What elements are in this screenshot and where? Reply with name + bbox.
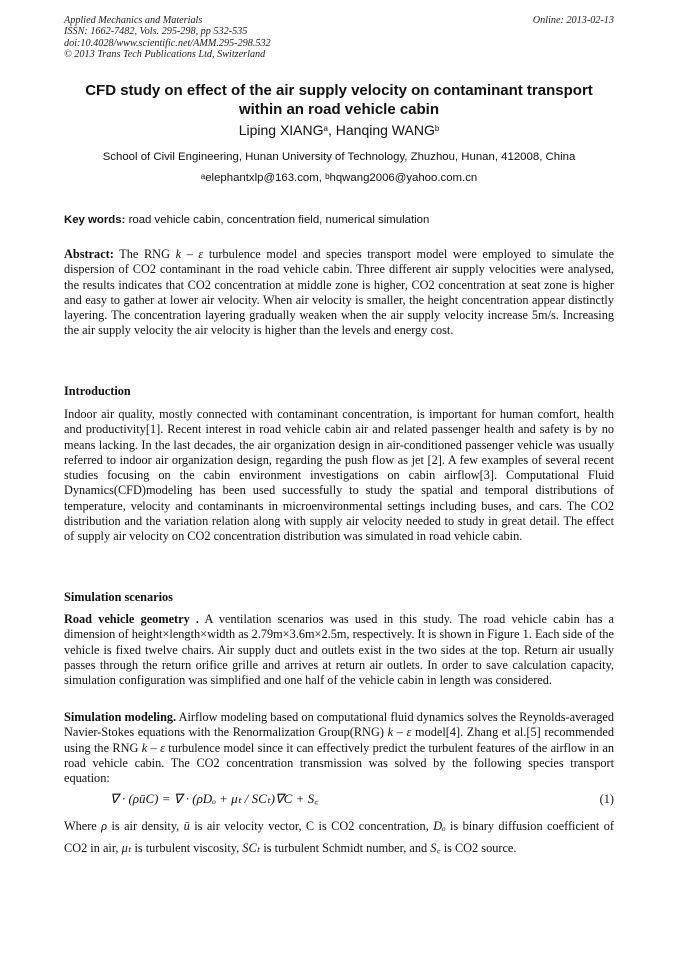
paragraph-text: is CO2 source. — [440, 841, 517, 855]
online-date: Online: 2013-02-13 — [532, 15, 614, 26]
email-link[interactable]: elephantxlp@163.com, — [205, 172, 326, 184]
paragraph-text: is binary diffusion coefficient of CO2 in air, — [64, 819, 614, 855]
symbol-mu: μₜ — [121, 841, 132, 855]
symbol-do: Dₒ — [433, 819, 446, 833]
author-affil-mark: a — [323, 124, 328, 133]
author-emails — [50, 171, 628, 186]
equation-1 — [110, 790, 614, 808]
modeling-paragraph — [64, 710, 614, 786]
author-list — [50, 122, 628, 139]
section-heading-introduction: Introduction — [64, 384, 131, 398]
abstract-text: turbulence model and species transport model were employed to simulate the dispersion of CO2 contaminant in the road vehicle cabin. Three different air supply velocities were analysed, the results indicates that CO2 concentration at middle zone is higher, CO2 concentration at seat zone is higher and easy to gather at lower air velocity. When air velocity is smaller, the height concentration appear distinctly layering. The concentration layering gradually weaken when the air supply velocity increase 5m/s. Increasing the air supply velocity the air velocity is higher than the levels and energy cost. — [64, 247, 614, 338]
geometry-paragraph — [64, 612, 614, 688]
paper-title — [50, 81, 628, 119]
email-mark: a — [200, 172, 206, 181]
paragraph-text: is air density, — [107, 819, 184, 833]
where-paragraph — [64, 815, 614, 859]
symbol-sc: S꜀ — [430, 841, 441, 855]
journal-header — [64, 15, 614, 60]
email-mark: b — [325, 172, 330, 181]
paragraph-text: is air velocity vector, C is CO2 concentration, — [189, 819, 434, 833]
author-separator: , — [327, 122, 336, 138]
keywords-label: Key words: — [64, 214, 126, 226]
title-line-1: CFD study on effect of the air supply velocity on contaminant transport — [85, 82, 593, 99]
paragraph-text: model[4]. Zhang et al.[5] recommended using the RNG — [64, 725, 614, 755]
equation-body: ∇ · (ρūC) = ∇ · (ρDₒ + μₜ / SCₜ)∇C + S꜀ — [110, 791, 319, 806]
math-k-epsilon: k – ε — [175, 247, 204, 261]
author-name: Liping XIANG — [238, 122, 324, 138]
abstract-label: Abstract: — [64, 247, 114, 261]
math-k-epsilon: k – ε — [141, 740, 165, 755]
journal-name: Applied Mechanics and Materials — [64, 15, 203, 26]
subsection-label: Road vehicle geometry . — [64, 612, 199, 626]
author-affil-mark: b — [434, 124, 440, 133]
abstract-text: The RNG — [113, 247, 176, 261]
equation-number: (1) — [599, 792, 614, 806]
abstract — [64, 247, 614, 339]
section-heading-simulation: Simulation scenarios — [64, 590, 173, 604]
keywords-text: road vehicle cabin, concentration field, numerical simulation — [125, 214, 430, 226]
paragraph-text: turbulence model since it can effectively predict the turbulent features of the airflow in an road vehicle cabin. The CO2 concentration transmission was solved by the following species transport equation: — [64, 740, 614, 785]
symbol-rho: ρ — [101, 819, 108, 833]
subsection-label: Simulation modeling. — [64, 710, 177, 724]
journal-doi: doi:10.4028/www.scientific.net/AMM.295-298.532 — [64, 37, 271, 49]
journal-issn: ISSN: 1662-7482, Vols. 295-298, pp 532-535 — [64, 26, 248, 38]
paragraph-text: Where — [64, 819, 102, 833]
email-link[interactable]: hqwang2006@yahoo.com.cn — [329, 172, 478, 184]
introduction-paragraph: Indoor air quality, mostly connected with contaminant concentration, is important for human comfort, health and productivity[1]. Recent interest in road vehicle cabin air and related passenger health and safety is by no means lacking. In the last decades, the air organization design in air-conditioned passenger vehicle was usually referred to indoor air organization design, regarding the push flow as jet [2]. A few examples of several recent studies focusing on the cabin environment investigations on cabin airflow[3]. Computational Fluid Dynamics(CFD)modeling has been used successfully to study the spatial and temporal distributions of temperature, velocity and contaminants in microenvironmental settings including buses, and cars. The CO2 distribution and the variation relation along with supply air velocity needed to study in great detail. The effect of supply air velocity on CO2 concentration distribution was simulated in road vehicle cabin. — [64, 407, 614, 543]
keywords — [64, 213, 614, 228]
affiliation: School of Civil Engineering, Hunan University of Technology, Zhuzhou, Hunan, 412008, China — [102, 151, 576, 163]
paragraph-text: is turbulent Schmidt number, and — [260, 841, 431, 855]
journal-copyright: © 2013 Trans Tech Publications Ltd, Switzerland — [64, 48, 266, 60]
paragraph-text: Airflow modeling based on computational fluid dynamics solves the Reynolds-averaged Navier-Stokes equations with the Renormalization Group(RNG) — [64, 710, 614, 740]
math-k-epsilon: k – ε — [387, 725, 412, 740]
title-line-2: within an road vehicle cabin — [238, 101, 440, 118]
paragraph-text: is turbulent viscosity, — [131, 841, 243, 855]
author-name: Hanqing WANG — [335, 122, 435, 138]
paragraph-text: A ventilation scenarios was used in this study. The road vehicle cabin has a dimension of height×length×width as 2.79m×3.6m×2.5m, respectively. It is shown in Figure 1. Each side of the vehicle is fixed twelve chairs. Air supply duct and outlets exist in the two sides at the top. Return air usually passes through the return orifice grille and arrives at return air outlets. In order to save calculation capacity, simulation configuration was simplified and one half of the vehicle cabin in length was considered. — [64, 612, 614, 687]
symbol-sct: SCₜ — [242, 841, 261, 855]
symbol-u: ū — [183, 819, 190, 833]
